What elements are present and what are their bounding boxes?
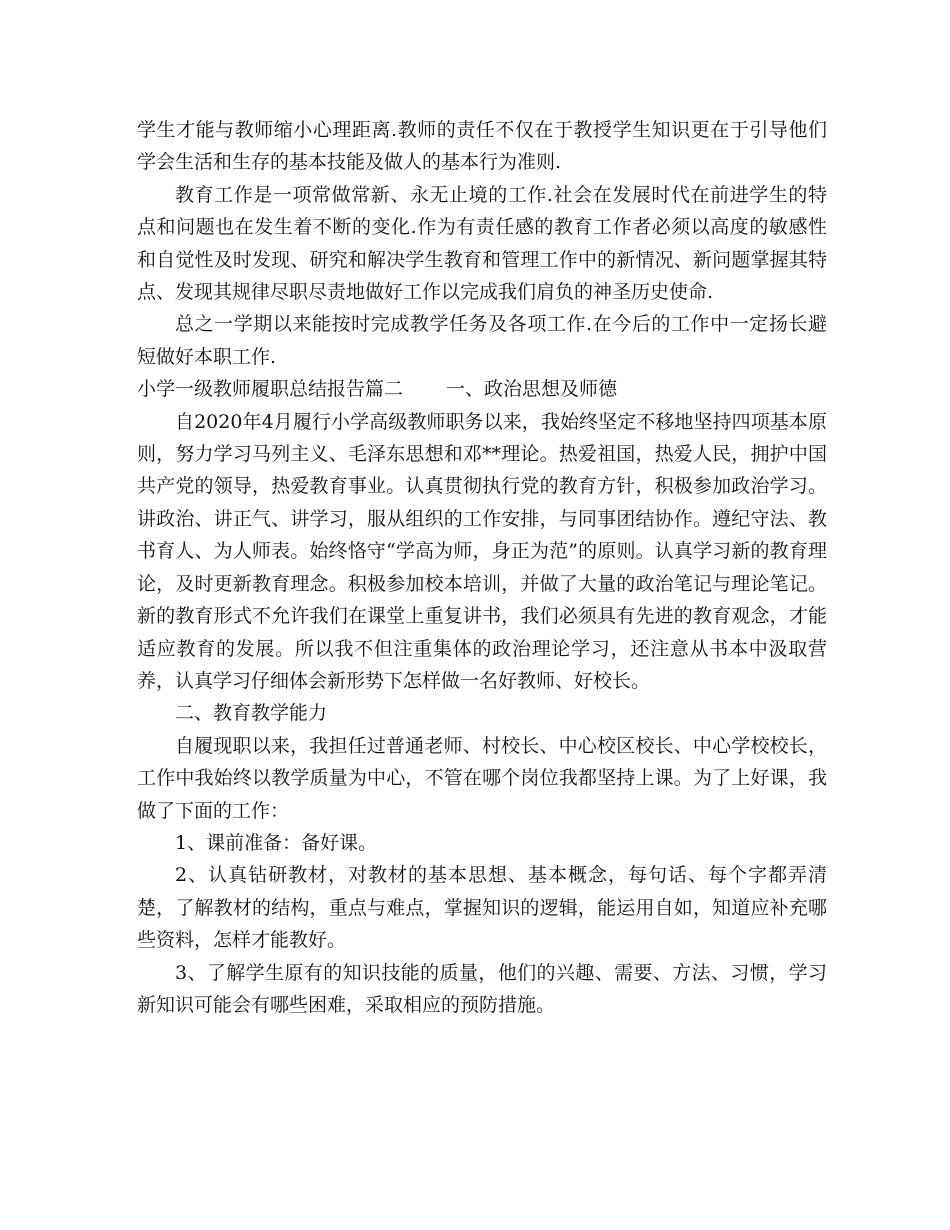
paragraph-4: 自2020年4月履行小学高级教师职务以来，我始终坚定不移地坚持四项基本原则，努力学习马列主义、毛泽东思想和邓**理论。热爱祖国，热爱人民，拥护中国共产党的领导，热爱教育事业。认真贯彻执行党的教育方针，积极参加政治学习。讲政治、讲正气、讲学习，服从组织的工作安排，与同事团结协作。遵纪守法、教书育人、为人师表。始终恪守“学高为师，身正为范”的原则。认真学习新的教育理论，及时更新教育理念。积极参加校本培训，并做了大量的政治笔记与理论笔记。新的教育形式不允许我们在课堂上重复讲书，我们必须具有先进的教育观念，才能适应教育的发展。所以我不但注重集体的政治理论学习，还注意从书本中汲取营养，认真学习仔细体会新形势下怎样做一名好教师、好校长。 (137, 410, 827, 692)
section-heading (137, 373, 617, 405)
paragraph-8: 2、认真钻研教材，对教材的基本思想、基本概念，每句话、每个字都弄清楚，了解教材的结构，重点与难点，掌握知识的逻辑，能运用自如，知道应补充哪些资料，怎样才能教好。 (137, 864, 827, 952)
section-title: 小学一级教师履职总结报告篇二 (137, 378, 404, 401)
paragraph-1: 学生才能与教师缩小心理距离.教师的责任不仅在于教授学生知识更在于引导他们学会生活和生存的基本技能及做人的基本行为准则. (137, 119, 827, 174)
paragraph-9: 3、了解学生原有的知识技能的质量，他们的兴趣、需要、方法、习惯，学习新知识可能会有哪些困难，采取相应的预防措施。 (137, 961, 827, 1016)
paragraph-7: 1、课前准备：备好课。 (175, 831, 378, 854)
paragraph-6: 自履现职以来，我担任过普通老师、村校长、中心校区校长、中心学校校长，工作中我始终以教学质量为中心，不管在哪个岗位我都坚持上课。为了上好课，我做了下面的工作： (137, 734, 827, 822)
paragraph-3: 总之一学期以来能按时完成教学任务及各项工作.在今后的工作中一定扬长避短做好本职工作. (137, 313, 827, 368)
section-subtitle: 一、政治思想及师德 (445, 378, 617, 401)
paragraph-5: 二、教育教学能力 (175, 702, 328, 725)
document-body (137, 114, 827, 1021)
paragraph-2: 教育工作是一项常做常新、永无止境的工作.社会在发展时代在前进学生的特点和问题也在发生着不断的变化.作为有责任感的教育工作者必须以高度的敏感性和自觉性及时发现、研究和解决学生教育和管理工作中的新情况、新问题掌握其特点、发现其规律尽职尽责地做好工作以完成我们肩负的神圣历史使命. (137, 183, 827, 304)
